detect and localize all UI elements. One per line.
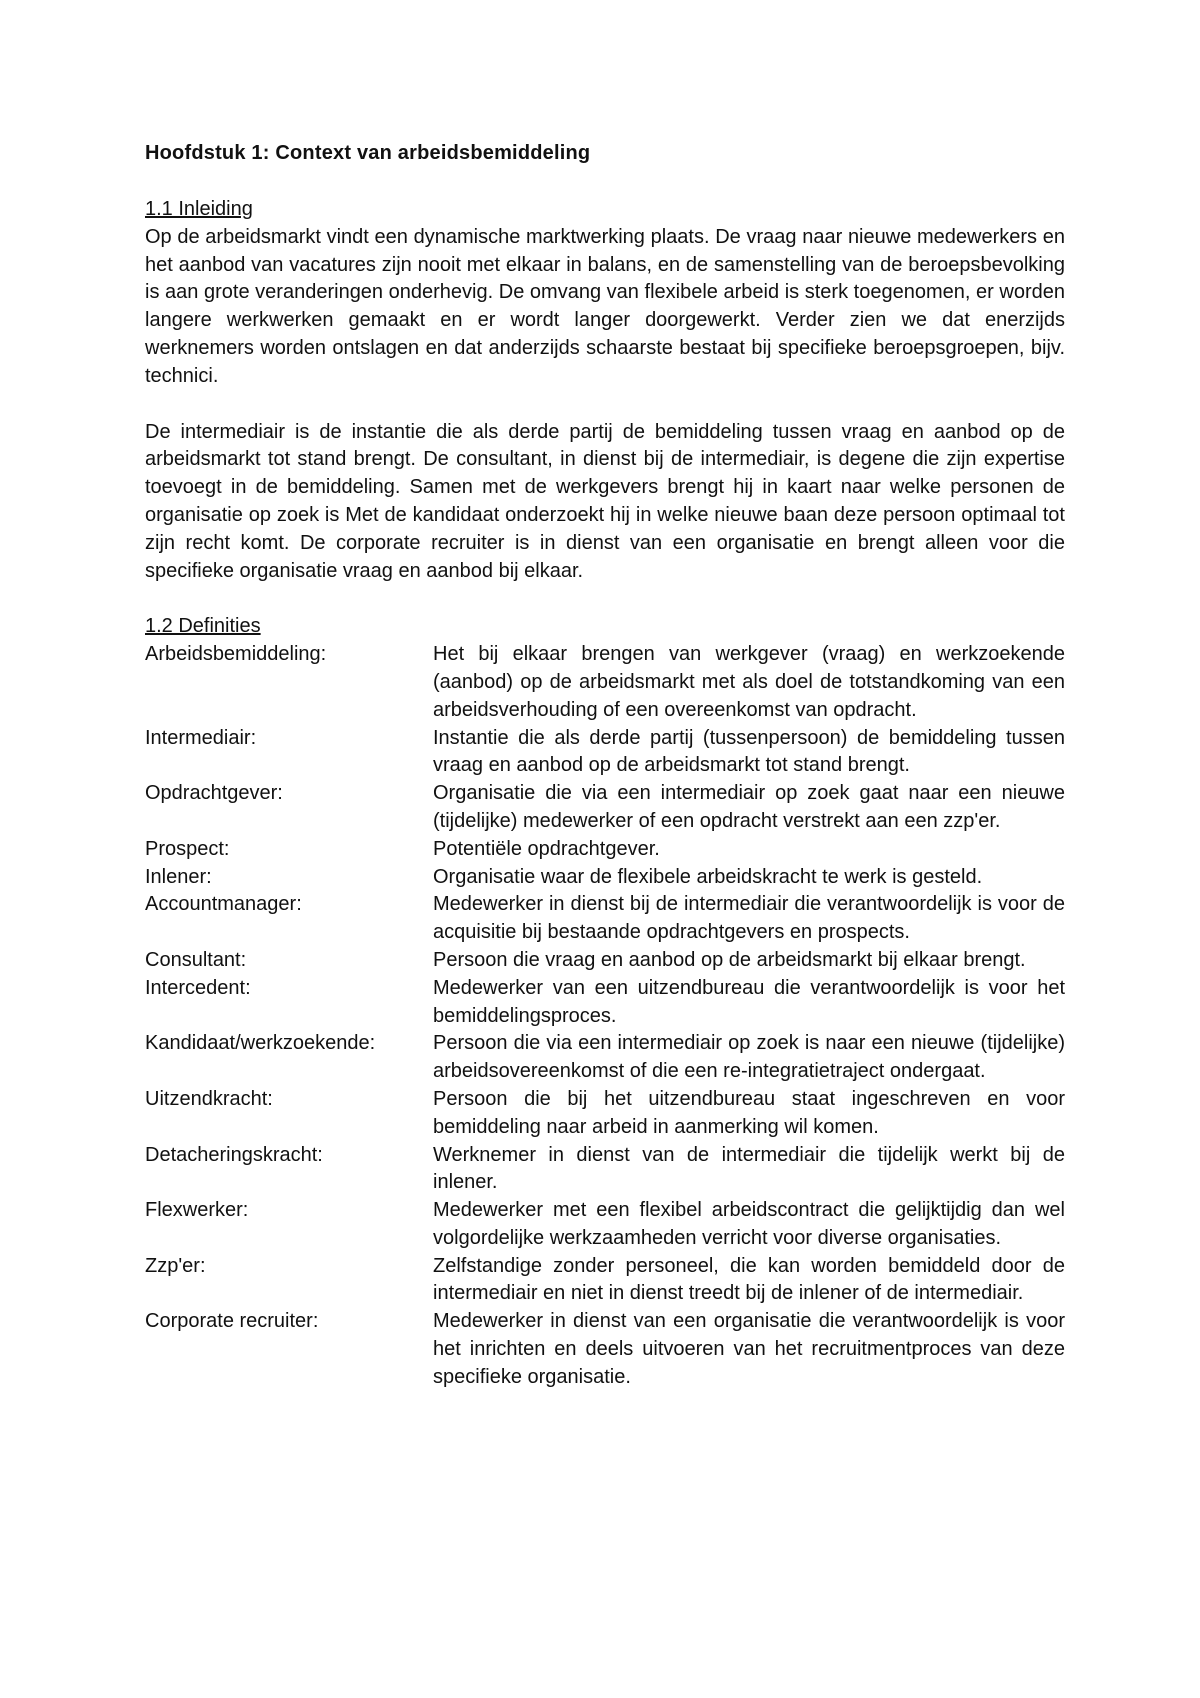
definition-row bbox=[145, 641, 1065, 724]
definition-term: Kandidaat/werkzoekende: bbox=[145, 1032, 376, 1055]
definition-text: Persoon die bij het uitzendbureau staat ingeschreven en voor bemiddeling naar arbeid in aanmerking wil komen. bbox=[433, 1087, 1065, 1138]
definition-text: Medewerker van een uitzendbureau die verantwoordelijk is voor het bemiddelingsproces. bbox=[433, 976, 1065, 1027]
definition-term: Detacheringskracht: bbox=[145, 1143, 323, 1166]
definition-row bbox=[145, 864, 1065, 892]
definition-row bbox=[145, 1086, 1065, 1142]
definition-row bbox=[145, 1142, 1065, 1198]
section-heading-inleiding: 1.1 Inleiding bbox=[145, 198, 253, 220]
definitions-table bbox=[145, 641, 1065, 1392]
chapter-title: Hoofdstuk 1: Context van arbeidsbemiddeling bbox=[145, 142, 591, 164]
definition-term: Uitzendkracht: bbox=[145, 1087, 273, 1110]
definition-term: Arbeidsbemiddeling: bbox=[145, 643, 327, 666]
section-heading-definities: 1.2 Definities bbox=[145, 615, 261, 638]
definition-row bbox=[145, 1197, 1065, 1253]
definition-term: Intermediair: bbox=[145, 726, 257, 749]
definition-text: Organisatie waar de flexibele arbeidskracht te werk is gesteld. bbox=[433, 865, 983, 888]
definition-row bbox=[145, 975, 1065, 1031]
definition-term: Accountmanager: bbox=[145, 893, 302, 916]
definition-text: Medewerker in dienst bij de intermediair die verantwoordelijk is voor de acquisitie bij bestaande opdrachtgevers en prospects. bbox=[433, 893, 1065, 944]
definition-text: Het bij elkaar brengen van werkgever (vraag) en werkzoekende (aanbod) op de arbeidsmarkt met als doel de totstandkoming van een arbeidsverhouding of een overeenkomst van opdracht. bbox=[433, 643, 1065, 721]
definition-term: Opdrachtgever: bbox=[145, 782, 283, 805]
definition-text: Potentiële opdrachtgever. bbox=[433, 837, 660, 860]
definition-row bbox=[145, 836, 1065, 864]
definition-term: Consultant: bbox=[145, 948, 247, 971]
spacer bbox=[145, 391, 1065, 419]
definition-term: Zzp'er: bbox=[145, 1254, 206, 1277]
definition-text: Persoon die vraag en aanbod op de arbeidsmarkt bij elkaar brengt. bbox=[433, 948, 1026, 971]
definition-text: Instantie die als derde partij (tussenpersoon) de bemiddeling tussen vraag en aanbod op de arbeidsmarkt tot stand brengt. bbox=[433, 726, 1065, 777]
definition-term: Intercedent: bbox=[145, 976, 251, 999]
definition-row bbox=[145, 1030, 1065, 1086]
definition-text: Organisatie die via een intermediair op zoek gaat naar een nieuwe (tijdelijke) medewerker of een opdracht verstrekt aan een zzp'er. bbox=[433, 782, 1065, 832]
definition-row bbox=[145, 725, 1065, 781]
definition-text: Zelfstandige zonder personeel, die kan worden bemiddeld door de intermediair en niet in dienst treedt bij de inlener of de intermediair. bbox=[433, 1254, 1065, 1305]
spacer bbox=[145, 168, 1065, 196]
section-definities bbox=[145, 613, 1065, 1391]
definition-term: Flexwerker: bbox=[145, 1199, 249, 1222]
definition-term: Prospect: bbox=[145, 837, 230, 860]
section-inleiding bbox=[145, 196, 1065, 585]
definition-text: Medewerker in dienst van een organisatie die verantwoordelijk is voor het inrichten en deels uitvoeren van het recruitmentproces van deze specifieke organisatie. bbox=[433, 1310, 1065, 1388]
definition-row bbox=[145, 947, 1065, 975]
spacer bbox=[145, 585, 1065, 613]
definition-term: Inlener: bbox=[145, 865, 212, 888]
definition-text: Medewerker met een flexibel arbeidscontract die gelijktijdig dan wel volgordelijke werkzaamheden verricht voor diverse organisaties. bbox=[433, 1199, 1065, 1249]
paragraph: Op de arbeidsmarkt vindt een dynamische marktwerking plaats. De vraag naar nieuwe medewerkers en het aanbod van vacatures zijn nooit met elkaar in balans, en de samenstelling van de beroepsbevolking is aan grote veranderingen onderhevig. De omvang van flexibele arbeid is sterk toegenomen, er worden langere werkwerken gemaakt en er wordt langer doorgewerkt. Verder zien we dat enerzijds werknemers worden ontslagen en dat anderzijds schaarste bestaat bij specifieke beroepsgroepen, bijv. technici. bbox=[145, 225, 1065, 387]
definition-row bbox=[145, 1308, 1065, 1391]
paragraph: De intermediair is de instantie die als derde partij de bemiddeling tussen vraag en aanbod op de arbeidsmarkt tot stand brengt. De consultant, in dienst bij de intermediair, is degene die zijn expertise toevoegt in de bemiddeling. Samen met de werkgevers brengt hij in kaart naar welke personen de organisatie op zoek is Met de kandidaat onderzoekt hij in welke nieuwe baan deze persoon optimaal tot zijn recht komt. De corporate recruiter is in dienst van een organisatie en brengt alleen voor die specifieke organisatie vraag en aanbod bij elkaar. bbox=[145, 420, 1065, 582]
definition-row bbox=[145, 891, 1065, 947]
definition-row bbox=[145, 780, 1065, 836]
definition-text: Persoon die via een intermediair op zoek is naar een nieuwe (tijdelijke) arbeidsovereenkomst of die een re-integratietraject ondergaat. bbox=[433, 1032, 1065, 1083]
definition-text: Werknemer in dienst van de intermediair die tijdelijk werkt bij de inlener. bbox=[433, 1143, 1065, 1194]
definition-term: Corporate recruiter: bbox=[145, 1310, 319, 1333]
document-page bbox=[145, 140, 1065, 1392]
definition-row bbox=[145, 1253, 1065, 1309]
